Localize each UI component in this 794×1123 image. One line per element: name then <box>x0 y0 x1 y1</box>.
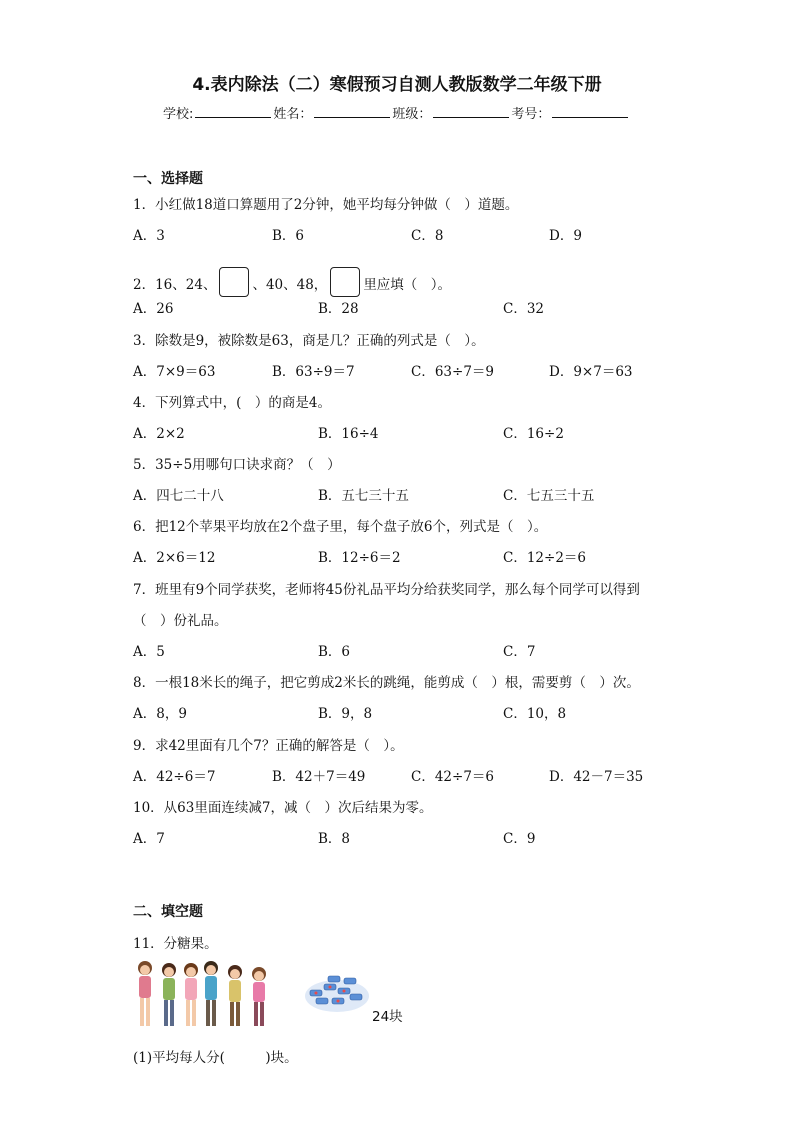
question-11: 11．分糖果。 <box>133 936 218 952</box>
q1-option-c[interactable]: C．8 <box>411 228 444 244</box>
student-info-line <box>163 103 630 122</box>
q9-option-d[interactable]: D．42－7＝35 <box>549 769 644 785</box>
q2-option-c[interactable]: C．32 <box>503 301 545 317</box>
q9-option-c[interactable]: C．42÷7＝6 <box>411 769 494 785</box>
school-label: 学校: <box>163 107 194 122</box>
q8-option-a[interactable]: A．8，9 <box>133 706 187 722</box>
name-blank[interactable] <box>314 104 390 118</box>
q3-option-a[interactable]: A．7×9＝63 <box>133 364 216 380</box>
q7-option-c[interactable]: C．7 <box>503 644 536 660</box>
q2-text-b: 、40、48， <box>252 277 328 293</box>
question-10: 10．从63里面连续减7，减（ ）次后结果为零。 <box>133 800 433 816</box>
question-7: 7．班里有9个同学获奖，老师将45份礼品平均分给获奖同学，那么每个同学可以得到 <box>133 582 640 598</box>
q8-option-c[interactable]: C．10，8 <box>503 706 567 722</box>
q1-option-d[interactable]: D．9 <box>549 228 582 244</box>
question-4: 4．下列算式中，( ）的商是4。 <box>133 395 331 411</box>
school-blank[interactable] <box>195 104 271 118</box>
q2-blank-box-1[interactable] <box>219 267 249 297</box>
q3-option-d[interactable]: D．9×7＝63 <box>549 364 633 380</box>
question-1: 1．小红做18道口算题用了2分钟，她平均每分钟做（ ）道题。 <box>133 197 519 213</box>
q2-text-c: 里应填（ ）。 <box>363 277 452 293</box>
section-heading-choice: 一、选择题 <box>133 171 203 187</box>
q6-option-b[interactable]: B．12÷6＝2 <box>318 550 401 566</box>
question-3: 3．除数是9，被除数是63，商是几？正确的列式是（ ）。 <box>133 333 485 349</box>
child-figure-2 <box>162 963 176 1026</box>
exam-label: 考号： <box>511 107 551 122</box>
q4-option-b[interactable]: B．16÷4 <box>318 426 379 442</box>
q3-option-c[interactable]: C．63÷7＝9 <box>411 364 494 380</box>
q8-option-b[interactable]: B．9，8 <box>318 706 373 722</box>
question-11-part-1: (1)平均每人分( )块。 <box>133 1050 298 1066</box>
q5-option-a[interactable]: A．四七二十八 <box>133 488 224 504</box>
q9-option-b[interactable]: B．42＋7＝49 <box>272 769 366 785</box>
class-blank[interactable] <box>433 104 509 118</box>
candy-pile-image <box>302 964 372 1016</box>
q9-option-a[interactable]: A．42÷6＝7 <box>133 769 216 785</box>
child-figure-6 <box>252 967 266 1026</box>
q6-option-c[interactable]: C．12÷2＝6 <box>503 550 586 566</box>
q3-option-b[interactable]: B．63÷9＝7 <box>272 364 355 380</box>
child-figure-4 <box>204 961 218 1026</box>
question-9: 9．求42里面有几个7？正确的解答是（ ）。 <box>133 738 404 754</box>
q10-option-c[interactable]: C．9 <box>503 831 536 847</box>
q2-text-a: 2．16、24、 <box>133 277 217 293</box>
name-label: 姓名： <box>273 107 313 122</box>
section-heading-fill: 二、填空题 <box>133 904 203 920</box>
q2-blank-box-2[interactable] <box>330 267 360 297</box>
q4-option-a[interactable]: A．2×2 <box>133 426 185 442</box>
q6-option-a[interactable]: A．2×6＝12 <box>133 550 216 566</box>
question-6: 6．把12个苹果平均放在2个盘子里，每个盘子放6个，列式是（ ）。 <box>133 519 548 535</box>
children-illustration <box>133 958 273 1032</box>
class-label: 班级： <box>392 107 432 122</box>
q10-option-a[interactable]: A．7 <box>133 831 165 847</box>
q2-option-b[interactable]: B．28 <box>318 301 359 317</box>
q5-option-c[interactable]: C．七五三十五 <box>503 488 595 504</box>
q1-option-b[interactable]: B．6 <box>272 228 305 244</box>
q7-option-a[interactable]: A．5 <box>133 644 165 660</box>
child-figure-5 <box>228 965 242 1026</box>
q7-option-b[interactable]: B．6 <box>318 644 351 660</box>
child-figure-3 <box>184 963 198 1026</box>
q5-option-b[interactable]: B．五七三十五 <box>318 488 409 504</box>
q2-option-a[interactable]: A．26 <box>133 301 174 317</box>
exam-blank[interactable] <box>552 104 628 118</box>
question-5: 5．35÷5用哪句口诀求商？（ ） <box>133 457 341 473</box>
q10-option-b[interactable]: B．8 <box>318 831 351 847</box>
question-7-line2: （ ）份礼品。 <box>133 613 228 629</box>
page-title: 4.表内除法（二）寒假预习自测人教版数学二年级下册 <box>192 75 602 95</box>
child-figure-1 <box>138 961 152 1026</box>
question-8: 8．一根18米长的绳子，把它剪成2米长的跳绳，能剪成（ ）根，需要剪（ ）次。 <box>133 675 640 691</box>
question-2 <box>133 267 451 297</box>
q1-option-a[interactable]: A．3 <box>133 228 165 244</box>
q4-option-c[interactable]: C．16÷2 <box>503 426 564 442</box>
candy-count-label: 24块 <box>372 1009 403 1025</box>
